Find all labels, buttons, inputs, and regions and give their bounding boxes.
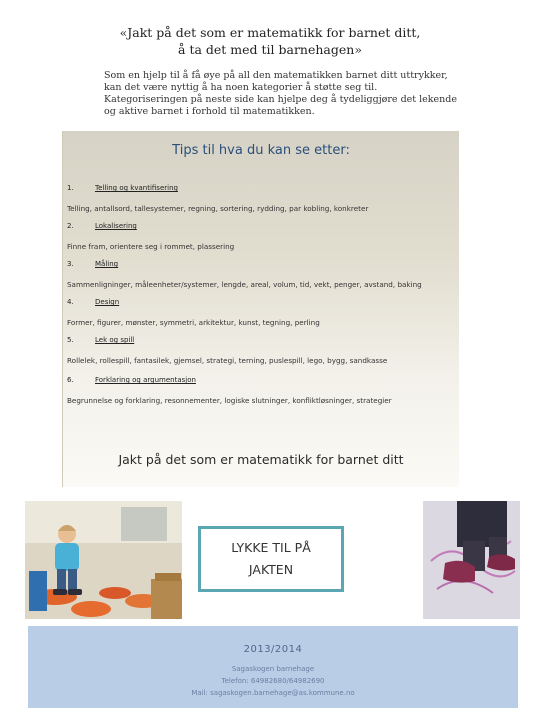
category-measurement <box>67 257 455 291</box>
category-explanation <box>67 373 455 407</box>
intro-paragraph <box>104 70 464 118</box>
email-address: Mail: sagaskogen.barnehage@as.kommune.no <box>191 689 355 697</box>
category-description: Telling, antallsord, tallesystemer, regning, sortering, rydding, par kobling, konkreter <box>67 204 369 213</box>
category-design <box>67 295 455 329</box>
category-number: 3. <box>67 260 74 268</box>
photo-child-on-mats <box>25 501 182 619</box>
kindergarten-name: Sagaskogen barnehage <box>231 665 315 673</box>
phone-number: Telefon: 64982680/64982690 <box>221 677 325 685</box>
photo-child-on-mats-icon <box>25 501 182 619</box>
category-description: Begrunnelse og forklaring, resonnementer, logiske slutninger, konfliktløsninger, strategier <box>67 396 392 405</box>
category-number: 6. <box>67 376 74 384</box>
category-description: Finne fram, orientere seg i rommet, plassering <box>67 242 235 251</box>
good-luck-line-2: JAKTEN <box>248 562 294 577</box>
category-name: Forklaring og argumentasjon <box>95 376 196 384</box>
category-name: Lokalisering <box>95 222 137 230</box>
tips-panel <box>62 131 459 487</box>
tips-heading: Tips til hva du kan se etter: <box>172 143 350 158</box>
category-number: 1. <box>67 184 74 192</box>
intro-line: Kategoriseringen på neste side kan hjelpe deg å tydeliggjøre det lekende <box>104 94 457 105</box>
tips-footer-slogan: Jakt på det som er matematikk for barnet ditt <box>118 452 404 467</box>
category-name: Design <box>95 298 120 306</box>
intro-line: og aktive barnet i forhold til matematikken. <box>104 106 315 117</box>
page-title-line-2: å ta det med til barnehagen» <box>178 42 362 57</box>
category-localization <box>67 219 455 253</box>
photo-boots-on-chalk-drawing <box>423 501 520 619</box>
category-description: Former, figurer, mønster, symmetri, arkitektur, kunst, tegning, perling <box>67 318 320 327</box>
category-number: 5. <box>67 336 74 344</box>
category-play <box>67 333 455 367</box>
category-description: Rollelek, rollespill, fantasilek, gjemsel, strategi, terning, puslespill, lego, bygg, sandkasse <box>67 356 388 365</box>
page-title-line-1: «Jakt på det som er matematikk for barnet ditt, <box>119 25 421 40</box>
category-name: Telling og kvantifisering <box>95 184 178 192</box>
good-luck-line-1: LYKKE TIL PÅ <box>231 540 311 555</box>
footer-panel <box>28 626 518 708</box>
good-luck-box <box>198 526 344 592</box>
intro-line: Som en hjelp til å få øye på all den matematikken barnet ditt uttrykker, <box>104 70 448 81</box>
photo-boots-on-chalk-drawing-icon <box>423 501 520 619</box>
category-name: Måling <box>95 260 119 268</box>
category-counting <box>67 181 455 215</box>
category-number: 4. <box>67 298 74 306</box>
school-year: 2013/2014 <box>243 644 303 655</box>
intro-line: kan det være nyttig å ha noen kategorier å støtte seg til. <box>104 82 378 93</box>
category-number: 2. <box>67 222 74 230</box>
category-description: Sammenligninger, måleenheter/systemer, lengde, areal, volum, tid, vekt, penger, avstand, baking <box>67 280 422 289</box>
category-name: Lek og spill <box>95 336 135 344</box>
page-title <box>60 24 480 58</box>
